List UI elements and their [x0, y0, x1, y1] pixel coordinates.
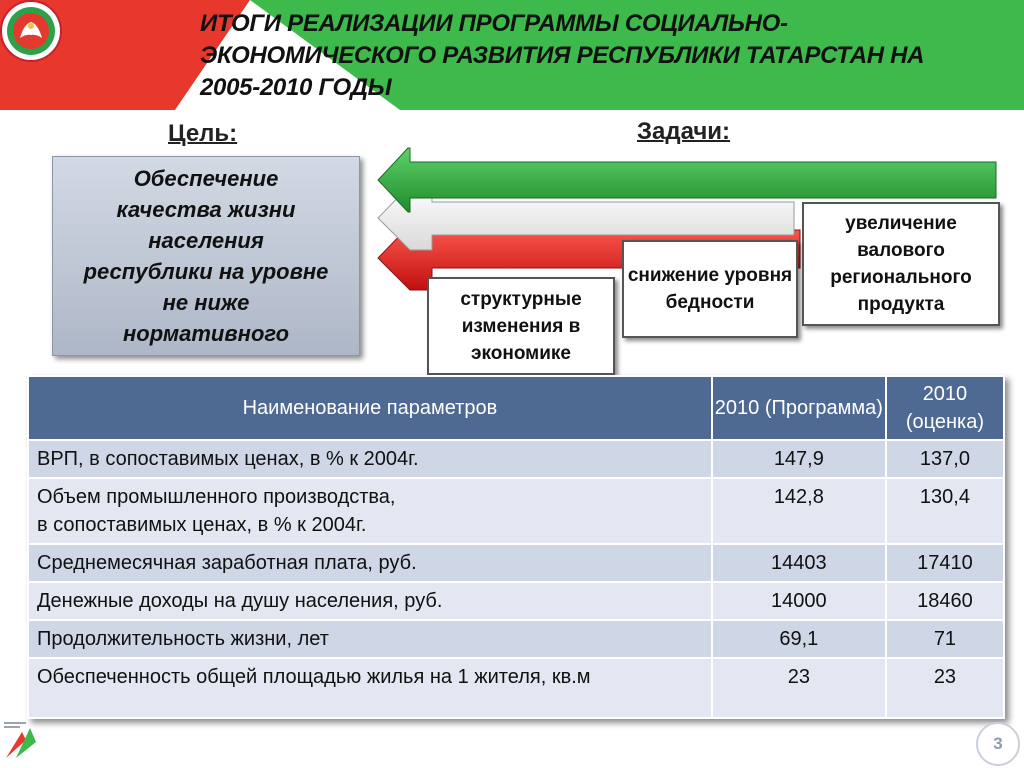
row-program: 23 — [712, 658, 886, 718]
task-text: структурные изменения в экономике — [460, 288, 582, 364]
task-box-grp — [802, 202, 1000, 326]
task-box-structural — [427, 277, 615, 375]
table-row — [28, 582, 1004, 620]
row-program: 147,9 — [712, 440, 886, 478]
task-box-poverty — [622, 240, 798, 338]
header-program: 2010 (Программа) — [712, 376, 886, 440]
table-row — [28, 478, 1004, 544]
table-header-row — [28, 376, 1004, 440]
table-row — [28, 440, 1004, 478]
row-program: 69,1 — [712, 620, 886, 658]
row-name: ВРП, в сопоставимых ценах, в % к 2004г. — [28, 440, 712, 478]
goal-text: Обеспечение качества жизни населения республики на уровне не ниже нормативного — [83, 166, 329, 346]
row-estimate: 130,4 — [886, 478, 1004, 544]
table-row — [28, 620, 1004, 658]
row-name: Объем промышленного производства, в сопоставимых ценах, в % к 2004г. — [28, 478, 712, 544]
page-title: ИТОГИ РЕАЛИЗАЦИИ ПРОГРАММЫ СОЦИАЛЬНО-ЭКОНОМИЧЕСКОГО РАЗВИТИЯ РЕСПУБЛИКИ ТАТАРСТАН НА 2005-2010 ГОДЫ — [200, 10, 925, 101]
row-estimate: 18460 — [886, 582, 1004, 620]
table-row — [28, 658, 1004, 718]
page-number: 3 — [976, 722, 1020, 766]
tatarstan-emblem-icon — [0, 0, 62, 62]
row-name: Обеспеченность общей площадью жилья на 1 жителя, кв.м — [28, 658, 712, 718]
row-name: Продолжительность жизни, лет — [28, 620, 712, 658]
header-banner — [0, 0, 1024, 110]
row-program: 14000 — [712, 582, 886, 620]
parameters-table — [27, 375, 1005, 719]
row-estimate: 17410 — [886, 544, 1004, 582]
row-name: Денежные доходы на душу населения, руб. — [28, 582, 712, 620]
header-estimate: 2010 (оценка) — [886, 376, 1004, 440]
footer-logo-icon — [2, 718, 44, 762]
task-text: снижение уровня бедности — [627, 265, 793, 313]
task-text: увеличение валового регионального продукта — [830, 213, 972, 315]
row-estimate: 71 — [886, 620, 1004, 658]
table-row — [28, 544, 1004, 582]
goal-label: Цель: — [168, 120, 238, 147]
row-estimate: 137,0 — [886, 440, 1004, 478]
row-name: Среднемесячная заработная плата, руб. — [28, 544, 712, 582]
header-name: Наименование параметров — [28, 376, 712, 440]
tasks-label: Задачи: — [637, 118, 731, 145]
row-program: 14403 — [712, 544, 886, 582]
row-estimate: 23 — [886, 658, 1004, 718]
row-program: 142,8 — [712, 478, 886, 544]
goal-box — [52, 156, 360, 356]
